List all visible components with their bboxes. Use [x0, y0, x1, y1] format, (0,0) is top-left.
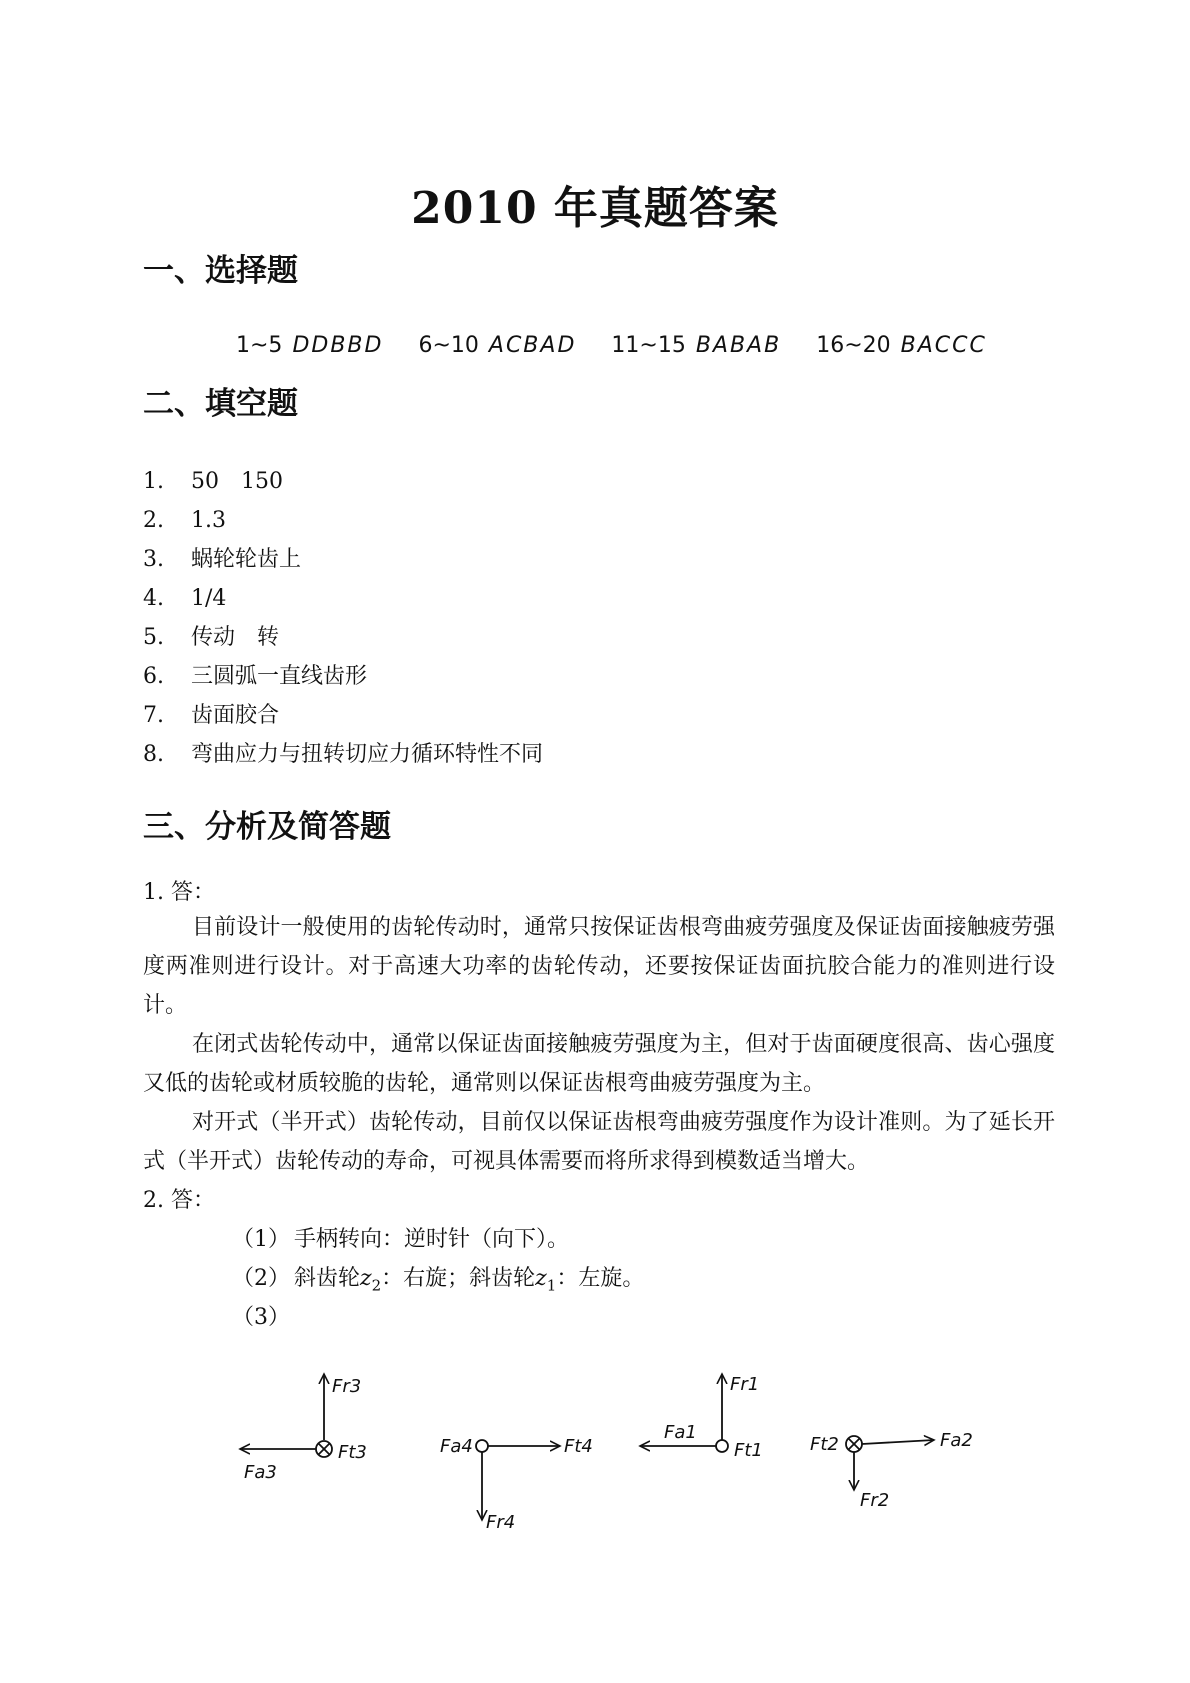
force-label: Fr3	[332, 1376, 362, 1397]
sub-answer-text: 手柄转向：逆时针（向下）。	[294, 1227, 570, 1252]
choice-range: 6~10	[418, 333, 479, 358]
fill-item	[143, 584, 226, 614]
math-var: $z_1$	[535, 1266, 557, 1295]
force-label: Ft2	[810, 1434, 839, 1455]
fill-item-text: 三圆弧一直线齿形	[191, 664, 368, 689]
force-label: Ft1	[734, 1440, 763, 1461]
page-title: 2010 年真题答案	[411, 183, 779, 234]
dot-out-of-page-icon	[716, 1440, 728, 1452]
force-label: Fa4	[440, 1436, 473, 1457]
answer-paragraph: 在闭式齿轮传动中，通常以保证齿面接触疲劳强度为主，但对于齿面硬度很高、齿心强度又低的齿轮或材质较脆的齿轮，通常则以保证齿根弯曲疲劳强度为主。	[143, 1032, 1055, 1096]
sub-answer-number: （2）	[232, 1266, 290, 1291]
force-label: Ft3	[338, 1442, 367, 1463]
force-label: Fa1	[664, 1422, 697, 1443]
fill-item-text: 传动 转	[191, 625, 280, 650]
choice-range: 1~5	[236, 333, 283, 358]
force-arrow-fa2	[862, 1440, 934, 1444]
force-label: Fr1	[730, 1374, 760, 1395]
sub-answer-number: （3）	[232, 1305, 290, 1330]
fill-item-number: 2.	[143, 508, 164, 533]
fill-item-number: 4.	[143, 586, 164, 611]
fill-item-number: 8.	[143, 742, 164, 767]
section-heading-analysis: 三、分析及简答题	[143, 809, 391, 845]
fill-item-text: 1.3	[191, 508, 226, 533]
sub-answer-text: ：右旋；斜齿轮	[381, 1266, 536, 1291]
choice-range: 16~20	[816, 333, 891, 358]
answer-paragraph: 对开式（半开式）齿轮传动，目前仅以保证齿根弯曲疲劳强度作为设计准则。为了延长开式（半开式）齿轮传动的寿命，可视具体需要而将所求得到模数适当增大。	[143, 1110, 1055, 1174]
fill-item-text: 齿面胶合	[191, 703, 280, 728]
fill-item-text: 弯曲应力与扭转切应力循环特性不同	[191, 742, 544, 767]
fill-item	[143, 506, 226, 536]
fill-item	[143, 623, 279, 653]
sub-answer	[232, 1264, 644, 1294]
fill-item-text: 蜗轮轮齿上	[191, 547, 302, 572]
section-heading-fill: 二、填空题	[143, 386, 298, 422]
fill-item-number: 1.	[143, 469, 164, 494]
section-heading-choice: 一、选择题	[143, 253, 298, 289]
answer-label: 2. 答：	[143, 1188, 215, 1213]
force-label: Fa2	[940, 1430, 973, 1451]
fill-item	[143, 545, 301, 575]
fill-item	[143, 662, 367, 692]
force-label: Fa3	[244, 1462, 277, 1483]
sub-answer-text: 斜齿轮	[294, 1266, 361, 1291]
sub-answer	[232, 1225, 569, 1255]
choice-group	[816, 333, 987, 358]
fill-item-number: 6.	[143, 664, 164, 689]
choice-answers-line	[236, 333, 1015, 358]
force-label: Fr4	[486, 1512, 516, 1533]
fill-item-number: 7.	[143, 703, 164, 728]
fill-item-text: 1/4	[191, 586, 227, 611]
choice-answers: BACCC	[900, 333, 987, 358]
choice-answers: BABAB	[695, 333, 782, 358]
math-var: $z_2$	[360, 1266, 382, 1295]
force-label: Fr2	[860, 1490, 890, 1511]
choice-answers: DDBBD	[292, 333, 384, 358]
dot-out-of-page-icon	[476, 1440, 488, 1452]
fill-item-number: 5.	[143, 625, 164, 650]
sub-answer-text: ：左旋。	[556, 1266, 645, 1291]
sub-answer	[232, 1303, 294, 1333]
sub-answer-number: （1）	[232, 1227, 290, 1252]
answer-paragraph: 目前设计一般使用的齿轮传动时，通常只按保证齿根弯曲疲劳强度及保证齿面接触疲劳强度两准则进行设计。对于高速大功率的齿轮传动，还要按保证齿面抗胶合能力的准则进行设计。	[143, 915, 1055, 1018]
choice-group	[418, 333, 576, 358]
choice-range: 11~15	[611, 333, 686, 358]
force-label: Ft4	[564, 1436, 593, 1457]
choice-group	[236, 333, 383, 358]
choice-group	[611, 333, 781, 358]
fill-item	[143, 740, 543, 770]
fill-item-number: 3.	[143, 547, 164, 572]
fill-item-text: 50 150	[191, 469, 283, 494]
fill-item	[143, 467, 283, 497]
choice-answers: ACBAD	[488, 333, 577, 358]
answer-label: 1. 答：	[143, 880, 215, 905]
force-diagram	[190, 1360, 1010, 1540]
fill-item	[143, 701, 279, 731]
